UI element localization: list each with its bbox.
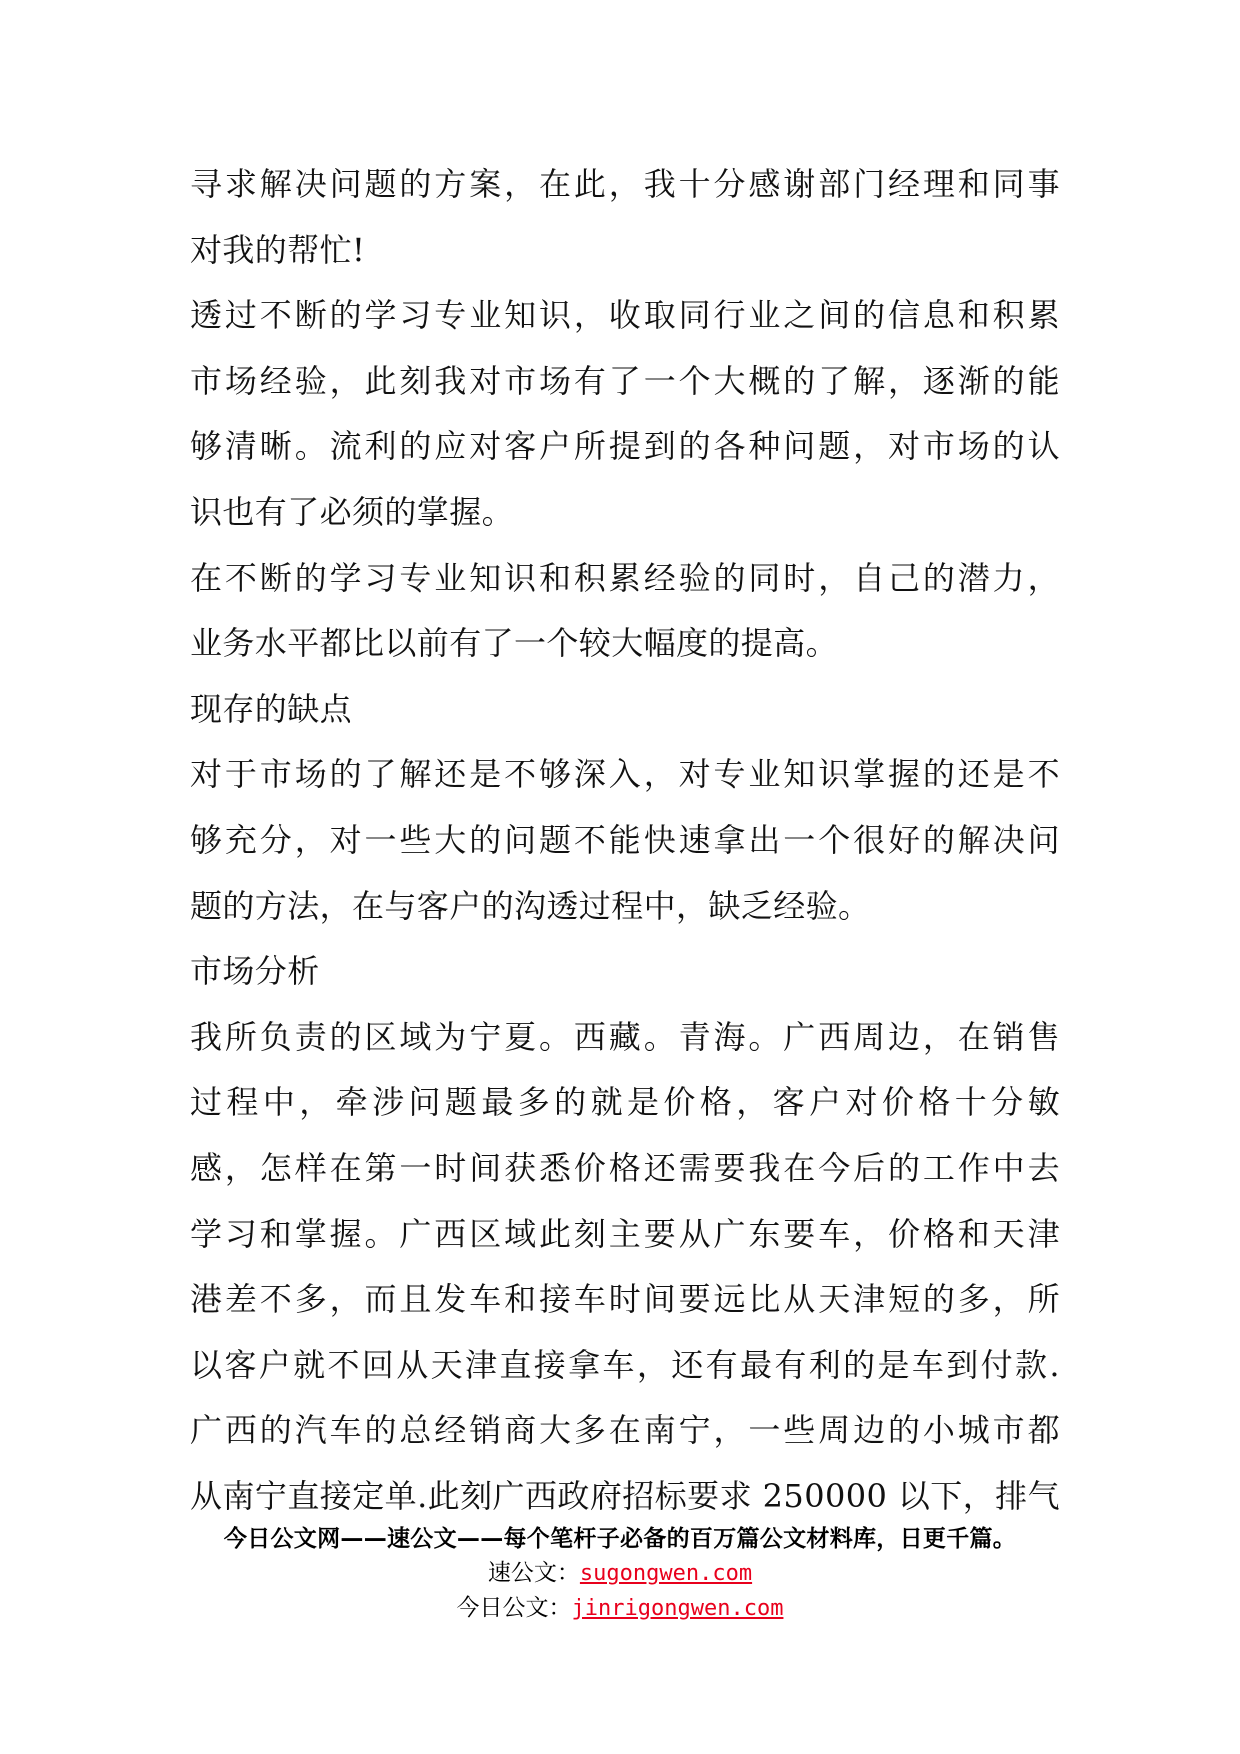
paragraph-line: 对于市场的了解还是不够深入，对专业知识掌握的还是不 [190, 755, 1060, 794]
paragraph-line: 市场经验，此刻我对市场有了一个大概的了解，逐渐的能 [190, 361, 1060, 400]
footer-site-jinrigongwen [0, 1591, 1240, 1626]
paragraph-line: 现存的缺点 [190, 689, 353, 728]
document-body [190, 152, 1060, 1529]
paragraph-line: 港差不多，而且发车和接车时间要远比从天津短的多，所 [190, 1280, 1060, 1319]
footer-slogan: 今日公文网——速公文——每个笔杆子必备的百万篇公文材料库，日更千篇。 [223, 1526, 1017, 1552]
paragraph-line: 在不断的学习专业知识和积累经验的同时，自己的潜力， [190, 558, 1060, 597]
paragraph-line: 寻求解决问题的方案，在此，我十分感谢部门经理和同事 [190, 165, 1060, 203]
footer-site-sugongwen [0, 1556, 1240, 1591]
paragraph-line: 题的方法，在与客户的沟透过程中，缺乏经验。 [190, 886, 871, 925]
paragraph-line: 过程中，牵涉问题最多的就是价格，客户对价格十分敏 [190, 1083, 1060, 1122]
paragraph-line: 透过不断的学习专业知识，收取同行业之间的信息和积累 [190, 296, 1060, 335]
paragraph-line: 市场分析 [190, 952, 320, 991]
paragraph-line: 以客户就不回从天津直接拿车，还有最有利的是车到付款. [190, 1345, 1060, 1384]
footer-site2-link[interactable]: jinrigongwen.com [571, 1596, 784, 1621]
paragraph-line: 广西的汽车的总经销商大多在南宁，一些周边的小城市都 [190, 1411, 1060, 1450]
paragraph-line: 感，怎样在第一时间获悉价格还需要我在今后的工作中去 [190, 1148, 1060, 1187]
footer-site1-label: 速公文： [487, 1560, 580, 1586]
paragraph-line: 对我的帮忙! [190, 230, 366, 269]
paragraph-line: 从南宁直接定单.此刻广西政府招标要求 250000 以下，排气 [190, 1476, 1060, 1515]
footer-site1-link[interactable]: sugongwen.com [579, 1561, 753, 1586]
paragraph-line: 识也有了必须的掌握。 [190, 492, 515, 531]
paragraph-line: 够充分，对一些大的问题不能快速拿出一个很好的解决问 [190, 820, 1060, 859]
footer [0, 1522, 1240, 1626]
footer-site2-label: 今日公文： [456, 1595, 572, 1621]
paragraph-line: 我所负责的区域为宁夏。西藏。青海。广西周边，在销售 [190, 1017, 1060, 1056]
paragraph-line: 学习和掌握。广西区域此刻主要从广东要车，价格和天津 [190, 1214, 1060, 1253]
paragraph-line: 业务水平都比以前有了一个较大幅度的提高。 [190, 624, 839, 663]
paragraph-line: 够清晰。流利的应对客户所提到的各种问题，对市场的认 [190, 427, 1060, 466]
